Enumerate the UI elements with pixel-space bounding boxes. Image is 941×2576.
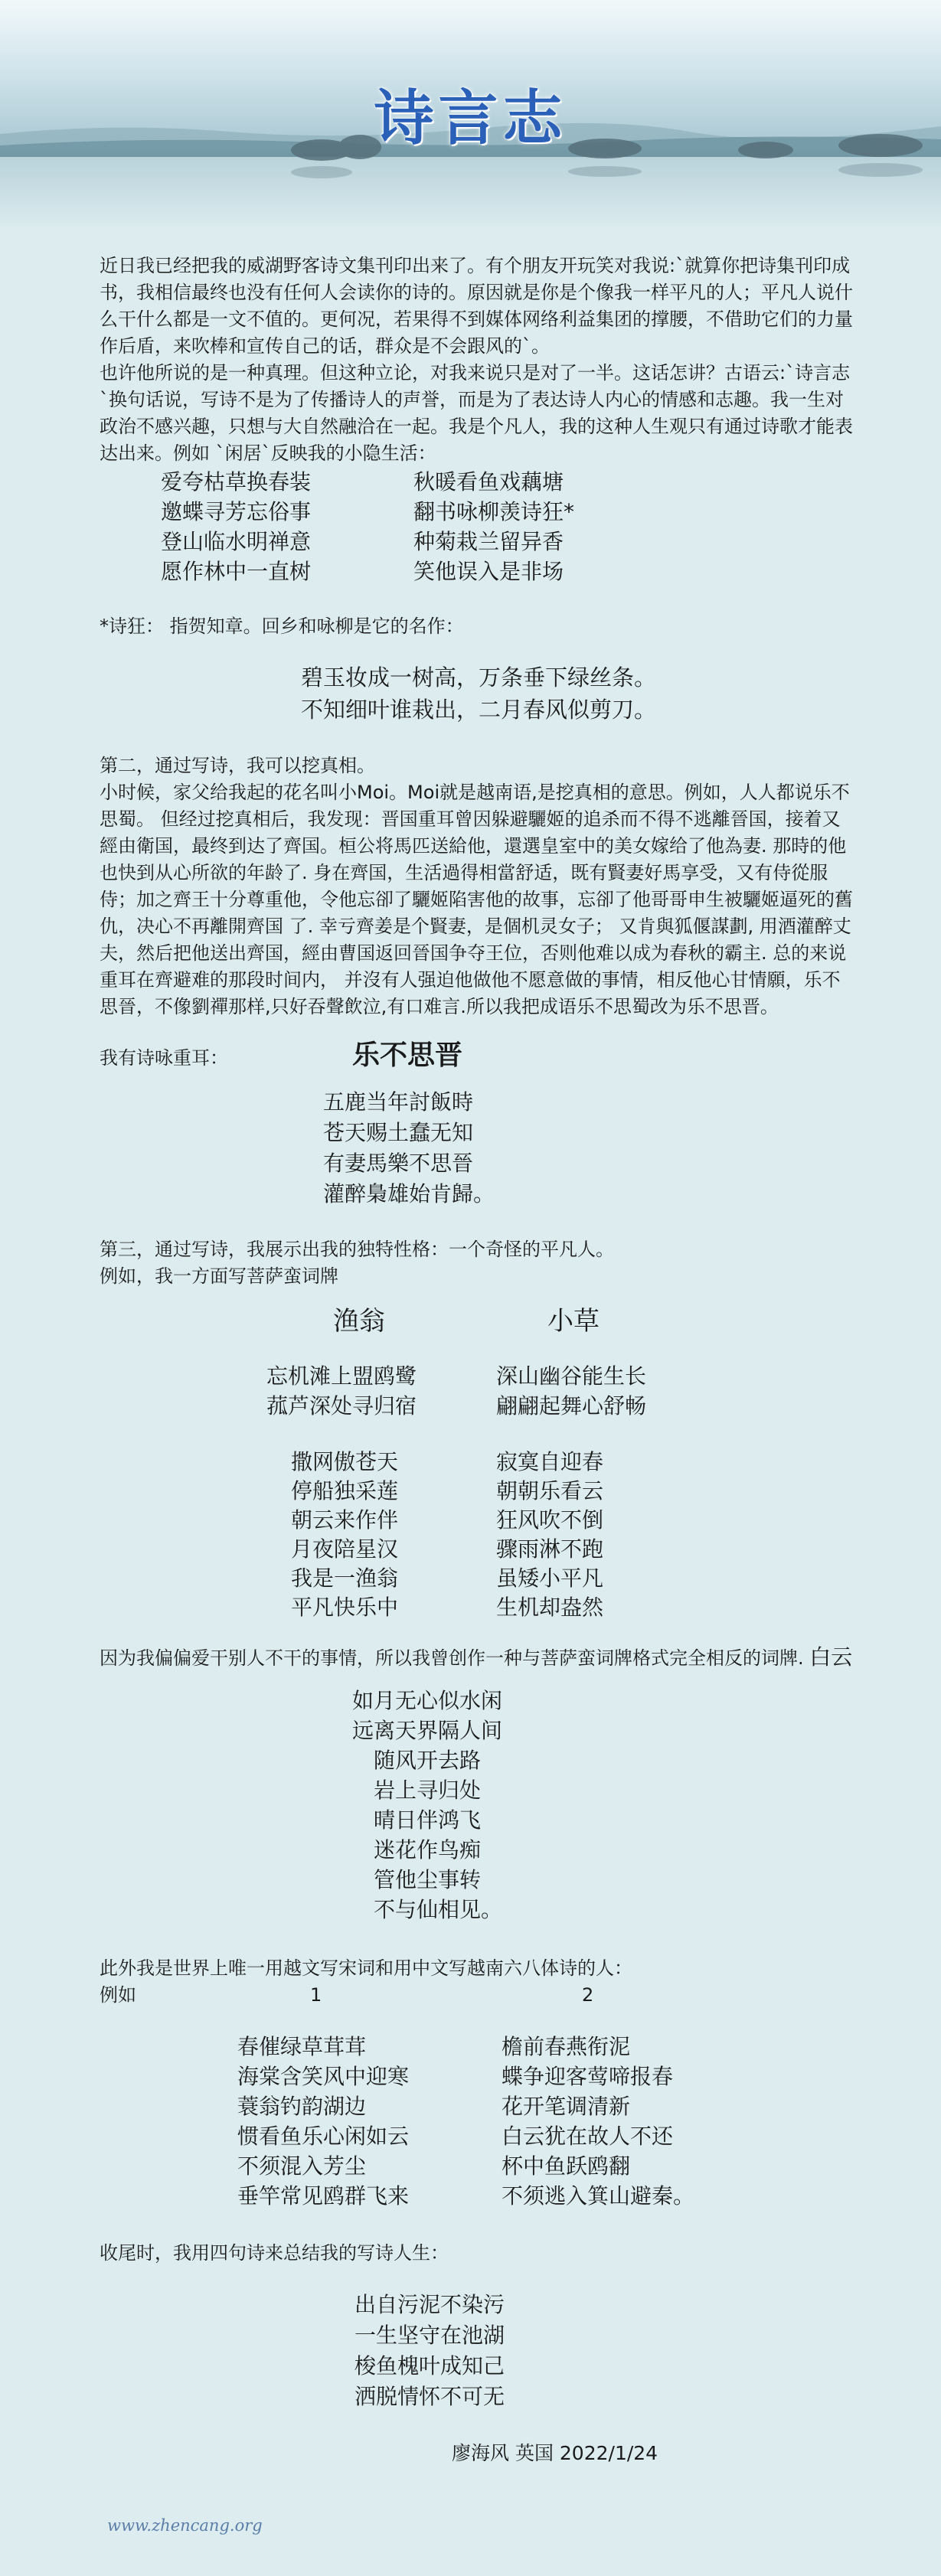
poem-line: 垂竿常见鸥群飞来: [237, 2183, 410, 2209]
poem-line: 灌醉梟雄始肯歸。: [323, 1181, 495, 1206]
poem-line: 骤雨淋不跑: [496, 1536, 604, 1562]
poem-line: 如月无心似水闲: [352, 1688, 503, 1713]
poem-line: 月夜陪星汉: [291, 1536, 399, 1562]
poem-line: 平凡快乐中: [291, 1595, 399, 1620]
poem-line: 生机却盎然: [496, 1595, 604, 1620]
poem-title-baiyun: 白云: [809, 1644, 853, 1670]
poem-line: 秋暖看鱼戏藕塘: [413, 469, 564, 495]
poem-line: 檐前春燕衔泥: [502, 2034, 631, 2059]
poem-title-xiaocao: 小草: [547, 1306, 600, 1337]
poem-line: 邀蝶寻芳忘俗事: [161, 499, 312, 524]
poem-line: 深山幽谷能生长: [496, 1363, 647, 1389]
example-number-1: 1: [310, 1984, 322, 2006]
section-four-text: 因为我偏偏爱干别人不干的事情，所以我曾创作一种与菩萨蛮词牌格式完全相反的词牌.: [100, 1647, 804, 1669]
poem-lebusi-heading: [100, 1042, 858, 1072]
poem-line: 登山临水明禅意: [161, 529, 312, 554]
poem-line: 洒脱情怀不可无: [355, 2384, 505, 2409]
header-banner: [0, 0, 941, 230]
poem-line: 随风开去路: [374, 1748, 482, 1773]
poem-line: 不须混入芳尘: [237, 2153, 367, 2179]
poem-line: 碧玉妆成一树高，万条垂下绿丝条。: [300, 664, 656, 691]
article-body: [100, 253, 858, 2412]
intro-paragraph-1: 近日我已经把我的威湖野客诗文集刊印出来了。有个朋友开玩笑对我说:`就算你把诗集刊印成书，我相信最终也没有任何人会读你的诗的。原因就是你是个像我一样平凡的人；平凡人说什么干什么都是一文不值的。更何况，若果得不到媒体网络利益集团的撑腰，不借助它们的力量作后盾，来吹棒和宣传自己的话，群众是不会跟风的`。: [100, 255, 853, 357]
poem-line: 梭鱼槐叶成知己: [355, 2353, 505, 2378]
example-label: 例如: [100, 1984, 136, 2006]
poem-line: 岩上寻归处: [374, 1778, 482, 1803]
poem-line: 朝朝乐看云: [496, 1478, 604, 1503]
poem-line: 白云犹在故人不还: [502, 2124, 674, 2149]
intro-paragraph-2: 也许他所说的是一种真理。但这种立论，对我来说只是对了一半。这话怎讲？古语云:`诗言志`换句话说，写诗不是为了传播诗人的声誉，而是为了表达诗人内心的情感和志趣。我一生对政治不感兴趣，只想与大自然融洽在一起。我是个凡人，我的这种人生观只有通过诗歌才能表达出来。例如 `闲居`反映我的小隐生活：: [100, 362, 853, 464]
section-six-paragraph: 收尾时，我用四句诗来总结我的写诗人生：: [100, 2242, 449, 2264]
page-title: 诗言志: [374, 83, 567, 153]
poem-line: 笑他误入是非场: [413, 559, 564, 584]
poem-line: 不知细叶谁栽出，二月春风似剪刀。: [300, 697, 656, 723]
poem-yongliu: [100, 661, 858, 726]
poem-line: 我是一渔翁: [291, 1566, 399, 1591]
poem-line: 种菊栽兰留异香: [413, 529, 564, 554]
poem-line: 春催绿草茸茸: [237, 2034, 367, 2059]
section-two-paragraph: 第二，通过写诗，我可以挖真相。 小时候，家父给我起的花名叫小Moi。Moi就是越南语,是挖真相的意思。例如，人人都说乐不思蜀。 但经过挖真相后，我发现：晋国重耳曾因躲避驪姬的追杀而不得不逃離晉国，接着又經由衛国，最终到达了齊国。桓公将馬匹送給他，還選皇室中的美女嫁给了他為妻. 那時的他也快到从心所欲的年龄了. 身在齊国，生活過得相當舒适，既有賢妻好馬享受，又有侍從服侍；加之齊王十分尊重他，令他忘卻了驪姬陷害他的故事，忘卻了他哥哥申生被驪姬逼死的舊仇，决心不再離開齊国 了. 幸亏齊姜是个賢妻，是個机灵女子； 又肯與狐偃謀劃, 用酒灌醉丈夫，然后把他送出齊国，經由曹国返回晉国争夺王位，否则他难以成为春秋的霸主. 总的来说重耳在齊避难的那段时间内， 并沒有人强迫他做他不愿意做的事情，相反他心甘情願，乐不思晉，不像劉禪那样,只好吞聲飲泣,有口难言.所以我把成语乐不思蜀改为乐不思晋。: [100, 755, 853, 1017]
poem-line: 杯中鱼跃鸥翻: [502, 2153, 631, 2179]
note-shikuang: *诗狂： 指贺知章。回乡和咏柳是它的名作：: [100, 615, 464, 637]
poem-pair-block-2: [291, 1448, 858, 1622]
poem-line: 不须逃入箕山避秦。: [502, 2183, 695, 2209]
poem-line: 愿作林中一直树: [161, 559, 312, 584]
poem-line: 惯看鱼乐心闲如云: [237, 2124, 410, 2149]
poem-final: [355, 2290, 858, 2412]
poem-line: 爱夸枯草换春装: [161, 469, 312, 495]
poem-line: 寂寞自迎春: [496, 1449, 604, 1474]
poem-line: 苍天赐土蠢无知: [323, 1120, 474, 1145]
section-four-paragraph: [100, 1644, 858, 1672]
author-signature: 廖海风 英国 2022/1/24: [452, 2442, 658, 2464]
poem-line: 远离天界隔人间: [352, 1718, 503, 1743]
poem-line: 花开笔调清新: [502, 2094, 631, 2119]
poem-line: 蓑翁钓韵湖边: [237, 2094, 367, 2119]
poem-line: 朝云来作伴: [291, 1507, 399, 1533]
poem-line: 翻书咏柳羡诗狂*: [413, 499, 575, 524]
poem-title: 乐不思晋: [352, 1040, 463, 1071]
poem-pair-titles: [100, 1308, 858, 1335]
poem-line: 翩翩起舞心舒畅: [496, 1393, 647, 1419]
poem-line: 撒网傲苍天: [291, 1449, 399, 1474]
example-labels: [100, 1982, 858, 2009]
poem-line: 狂风吹不倒: [496, 1507, 604, 1533]
poem-line: 菰芦深处寻归宿: [266, 1393, 417, 1419]
poem-lebusi: [323, 1087, 858, 1210]
poem-liuba: [237, 2032, 858, 2211]
example-number-2: 2: [582, 1984, 594, 2006]
poem-baiyun: [352, 1686, 858, 1925]
poem-line: 海棠含笑风中迎寒: [237, 2064, 410, 2089]
section-five-paragraph: 此外我是世界上唯一用越文写宋词和用中文写越南六八体诗的人：: [100, 1957, 632, 1979]
poem-line: 忘机滩上盟鸥鹭: [266, 1363, 417, 1389]
poem-line: 停船独采莲: [291, 1478, 399, 1503]
poem-title-yuweng: 渔翁: [333, 1306, 385, 1337]
poem-intro: 我有诗咏重耳：: [100, 1047, 228, 1069]
section-three-paragraph: 第三，通过写诗，我展示出我的独特性格：一个奇怪的平凡人。 例如，我一方面写菩萨蛮词牌: [100, 1239, 614, 1287]
poem-line: 有妻馬樂不思晉: [323, 1151, 474, 1176]
poem-xianju: [161, 467, 858, 586]
poem-pair-block-1: [266, 1361, 858, 1421]
poem-line: 虽矮小平凡: [496, 1566, 604, 1591]
poem-line: 五鹿当年討飯時: [323, 1089, 474, 1115]
poem-line: 迷花作鸟痴: [374, 1837, 482, 1863]
website-watermark: www.zhencang.org: [107, 2516, 263, 2535]
poem-line: 不与仙相见。: [374, 1897, 503, 1922]
poem-line: 出自污泥不染污: [355, 2292, 505, 2317]
poem-line: 晴日伴鸿飞: [374, 1807, 482, 1833]
poem-line: 一生坚守在池湖: [355, 2323, 505, 2348]
poem-line: 管他尘事转: [374, 1867, 482, 1892]
poem-line: 蝶争迎客莺啼报春: [502, 2064, 674, 2089]
